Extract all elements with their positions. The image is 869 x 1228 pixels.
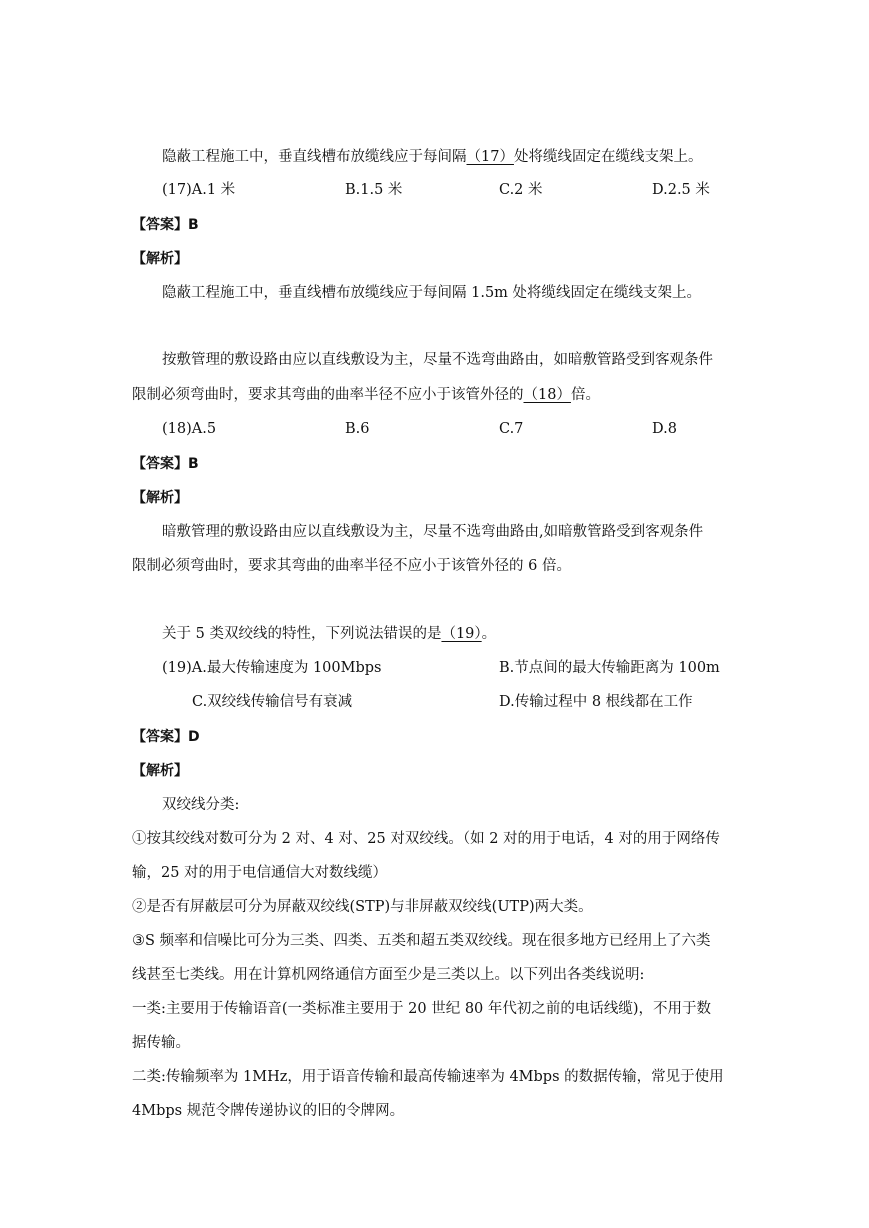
q18-stem-line2: 限制必须弯曲时，要求其弯曲的曲率半径不应小于该管外径的（18）倍。: [132, 387, 600, 403]
q17-option-c: C.2 米: [499, 182, 543, 198]
q18-option-b: B.6: [345, 421, 370, 437]
q19-analysis-line: 一类:主要用于传输语音(一类标准主要用于 20 世纪 80 年代初之前的电话线缆)，不用于数: [132, 1001, 712, 1017]
q19-option-d: D.传输过程中 8 根线都在工作: [499, 694, 693, 710]
q19-analysis-line: 双绞线分类:: [162, 797, 240, 813]
q17-option-b: B.1.5 米: [345, 182, 403, 198]
q19-stem: 关于 5 类双绞线的特性，下列说法错误的是（19）。: [162, 626, 497, 642]
q18-analysis-line2: 限制必须弯曲时，要求其弯曲的曲率半径不应小于该管外径的 6 倍。: [132, 558, 571, 574]
q19-analysis-line: ②是否有屏蔽层可分为屏蔽双绞线(STP)与非屏蔽双绞线(UTP)两大类。: [132, 899, 593, 915]
q17-option-d: D.2.5 米: [652, 182, 710, 198]
q17-answer: 【答案】B: [132, 217, 199, 233]
q19-answer: 【答案】D: [132, 729, 200, 745]
q19-analysis-line: 输，25 对的用于电信通信大对数线缆）: [132, 865, 388, 881]
q17-blank: （17）: [466, 149, 514, 165]
q17-option-a: (17)A.1 米: [162, 182, 236, 198]
q19-analysis-line: 4Mbps 规范令牌传递协议的旧的令牌网。: [132, 1103, 405, 1119]
q18-analysis-line1: 暗敷管理的敷设路由应以直线敷设为主，尽量不选弯曲路由,如暗敷管路受到客观条件: [162, 524, 704, 540]
q19-option-c: C.双绞线传输信号有衰减: [192, 694, 353, 710]
q19-analysis-line: 据传输。: [132, 1035, 190, 1051]
q18-option-a: (18)A.5: [162, 421, 217, 437]
q17-analysis: 隐蔽工程施工中，垂直线槽布放缆线应于每间隔 1.5m 处将缆线固定在缆线支架上。: [162, 285, 702, 301]
q19-blank: （19）: [441, 626, 482, 642]
q17-analysis-label: 【解析】: [132, 251, 188, 267]
q18-answer: 【答案】B: [132, 456, 199, 472]
q18-stem-line1: 按敷管理的敷设路由应以直线敷设为主，尽量不选弯曲路由，如暗敷管路受到客观条件: [162, 352, 713, 368]
q18-option-c: C.7: [499, 421, 524, 437]
q17-stem: 隐蔽工程施工中，垂直线槽布放缆线应于每间隔（17）处将缆线固定在缆线支架上。: [162, 149, 703, 165]
q19-analysis-line: 线甚至七类线。用在计算机网络通信方面至少是三类以上。以下列出各类线说明:: [132, 967, 645, 983]
q18-option-d: D.8: [652, 421, 677, 437]
q19-analysis-line: ①按其绞线对数可分为 2 对、4 对、25 对双绞线。（如 2 对的用于电话，4 对的用于网络传: [132, 831, 720, 847]
q19-analysis-line: 二类:传输频率为 1MHz，用于语音传输和最高传输速率为 4Mbps 的数据传输，常见于使用: [132, 1069, 724, 1085]
q19-analysis-line: ③S 频率和信噪比可分为三类、四类、五类和超五类双绞线。现在很多地方已经用上了六类: [132, 933, 711, 949]
q18-analysis-label: 【解析】: [132, 490, 188, 506]
q19-analysis-label: 【解析】: [132, 763, 188, 779]
q19-option-a: (19)A.最大传输速度为 100Mbps: [162, 660, 382, 676]
q18-blank: （18）: [523, 387, 571, 403]
q19-option-b: B.节点间的最大传输距离为 100m: [499, 660, 720, 676]
